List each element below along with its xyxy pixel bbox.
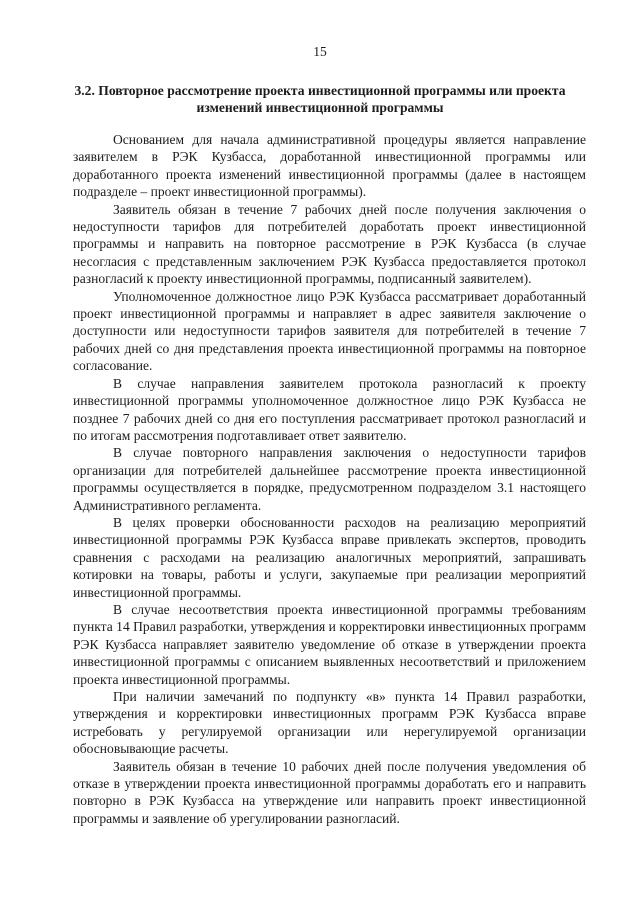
paragraph: В случае направления заявителем протокола разногласий к проекту инвестиционной программы уполномоченное должностное лицо РЭК Кузбасса не позднее 7 рабочих дней со дня его поступления рассматривает протокол разногласий и по итогам рассмотрения подготавливает ответ заявителю. bbox=[73, 375, 586, 443]
paragraph: Заявитель обязан в течение 7 рабочих дней после получения заключения о недоступности тарифов для потребителей доработать проект инвестиционной программы и направить на повторное рассмотрение в РЭК Кузбасса (в случае несогласия с представленным заключением РЭК Кузбасса предоставляется протокол разногласий к проекту инвестиционной программы, подписанный заявителем). bbox=[73, 201, 586, 287]
paragraph: В случае несоответствия проекта инвестиционной программы требованиям пункта 14 Правил разработки, утверждения и корректировки инвестиционных программ РЭК Кузбасса направляет заявителю уведомление об отказе в утверждении проекта инвестиционной программы с описанием выявленных несоответствий и приложением проекта инвестиционной программы. bbox=[73, 601, 586, 687]
document-body bbox=[73, 131, 586, 827]
section-heading: 3.2. Повторное рассмотрение проекта инвестиционной программы или проекта изменений инвестиционной программы bbox=[74, 83, 566, 115]
paragraph: Основанием для начала административной процедуры является направление заявителем в РЭК Кузбасса, доработанной инвестиционной программы или доработанного проекта изменений инвестиционной программы (далее в настоящем подразделе – проект инвестиционной программы). bbox=[73, 132, 586, 200]
paragraph: Уполномоченное должностное лицо РЭК Кузбасса рассматривает доработанный проект инвестиционной программы и направляет в адрес заявителя заключение о доступности или недоступности тарифов заявителя для потребителей в течение 7 рабочих дней со дня представления проекта инвестиционной программы на повторное согласование. bbox=[73, 288, 586, 374]
paragraph: В случае повторного направления заключения о недоступности тарифов организации для потребителей дальнейшее рассмотрение проекта инвестиционной программы осуществляется в порядке, предусмотренном подразделом 3.1 настоящего Административного регламента. bbox=[73, 445, 586, 513]
paragraph: Заявитель обязан в течение 10 рабочих дней после получения уведомления об отказе в утверждении проекта инвестиционной программы доработать его и направить повторно в РЭК Кузбасса на утверждение или направить проект инвестиционной программы и заявление об урегулировании разногласий. bbox=[73, 758, 586, 826]
paragraph: При наличии замечаний по подпункту «в» пункта 14 Правил разработки, утверждения и корректировки инвестиционных программ РЭК Кузбасса вправе истребовать у регулируемой организации или нерегулируемой организации обосновывающие расчеты. bbox=[73, 689, 586, 757]
page-number: 15 bbox=[313, 44, 327, 59]
paragraph: В целях проверки обоснованности расходов на реализацию мероприятий инвестиционной программы РЭК Кузбасса вправе привлекать экспертов, проводить сравнения с расходами на реализацию аналогичных мероприятий, запрашивать котировки на товары, работы и услуги, закупаемые при реализации мероприятий инвестиционной программы. bbox=[73, 514, 586, 600]
